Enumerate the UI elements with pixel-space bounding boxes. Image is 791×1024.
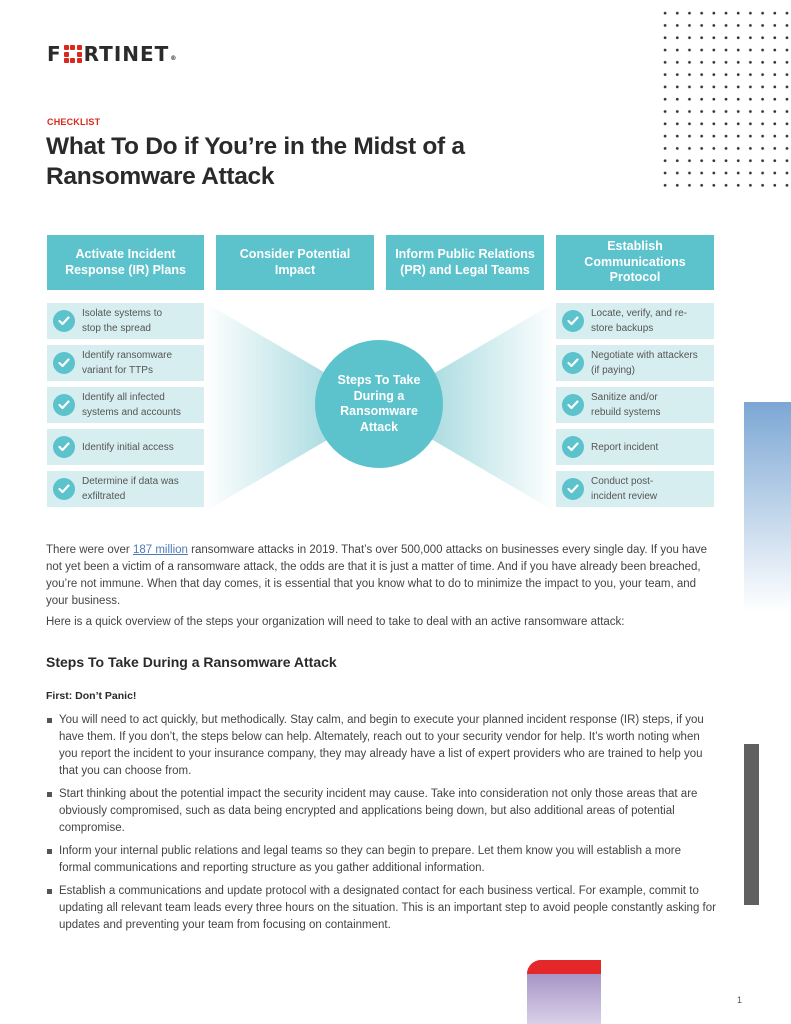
item-label: Negotiate with attackers (if paying) xyxy=(591,350,698,376)
intro-text-start: There were over xyxy=(46,544,133,556)
item-label: Identify ransomware variant for TTPs xyxy=(82,350,173,376)
page-number: 1 xyxy=(737,995,743,1005)
bullet-item: Inform your internal public relations and legal teams so they can begin to prepare. Let them know you will establish a more formal communications and reporting structure as you gather additional information. xyxy=(46,843,716,877)
check-circle-icon xyxy=(562,310,584,332)
logo-letter-f: F xyxy=(47,42,62,66)
check-circle-icon xyxy=(562,352,584,374)
steps-bullet-list xyxy=(46,712,716,940)
bullet-item: Establish a communications and update protocol with a designated contact for each business vertical. For example, commit to updating all relevant team leads every three hours on the situation. This is an important step to avoid people constantly asking for updates and preventing your team from focusing on containment. xyxy=(46,883,716,934)
item-label: Identify all infected systems and accounts xyxy=(82,392,181,418)
logo-grid-icon xyxy=(64,45,82,63)
item-label: Identify initial access xyxy=(82,441,174,453)
fortinet-logo xyxy=(47,44,177,64)
side-blue-gradient-bar xyxy=(744,402,791,612)
check-circle-icon xyxy=(53,394,75,416)
left-checklist-item xyxy=(47,303,204,339)
column-header-activate-ir: Activate Incident Response (IR) Plans xyxy=(47,235,204,290)
side-gray-bar xyxy=(744,744,759,905)
left-checklist-item xyxy=(47,429,204,465)
right-checklist-item xyxy=(556,387,714,423)
stat-link[interactable]: 187 million xyxy=(132,544,188,556)
eyebrow-label: CHECKLIST xyxy=(47,117,101,127)
left-checklist-item xyxy=(47,345,204,381)
column-header-consider-impact: Consider Potential Impact xyxy=(216,235,374,290)
right-checklist-item xyxy=(556,429,714,465)
footer-color-block xyxy=(527,960,601,1024)
footer-red-strip xyxy=(527,960,601,974)
left-checklist-item xyxy=(47,471,204,507)
intro-paragraph xyxy=(46,542,716,610)
right-checklist-item xyxy=(556,345,714,381)
check-circle-icon xyxy=(53,436,75,458)
item-label: Conduct post-incident review xyxy=(591,476,658,502)
check-circle-icon xyxy=(53,310,75,332)
registered-mark: ® xyxy=(170,55,178,62)
column-header-establish-comms: Establish Communications Protocol xyxy=(556,235,714,290)
bullet-item: Start thinking about the potential impact the security incident may cause. Take into consideration not only those areas that are obviously compromised, such as data being encrypted and applications being down, but also additional areas of potential compromise. xyxy=(46,786,716,837)
left-checklist-item xyxy=(47,387,204,423)
check-circle-icon xyxy=(562,394,584,416)
dot-pattern-decoration xyxy=(659,7,791,187)
subheading: First: Don’t Panic! xyxy=(46,690,137,702)
intro-text-end: ransomware attacks in 2019. That’s over 500,000 attacks on businesses every single day. If you have not yet been a victim of a ransomware attack, the odds are that it is just a matter of time. And if you have already been breached, you’re not immune. When that day comes, it is essential that you know what to do to minimize the impact to you, your team, and your business. xyxy=(46,544,707,607)
section-heading: Steps To Take During a Ransomware Attack xyxy=(46,654,337,670)
check-circle-icon xyxy=(562,478,584,500)
item-label: Determine if data was exfiltrated xyxy=(82,476,179,502)
right-checklist-item xyxy=(556,471,714,507)
item-label: Locate, verify, and re-store backups xyxy=(591,308,687,334)
item-label: Isolate systems to stop the spread xyxy=(82,308,163,334)
logo-letters: RTINET xyxy=(83,42,170,66)
item-label: Sanitize and/or rebuild systems xyxy=(591,392,661,418)
page-title: What To Do if You’re in the Midst of a Ransomware Attack xyxy=(46,133,465,190)
check-circle-icon xyxy=(562,436,584,458)
column-header-inform-pr-legal: Inform Public Relations (PR) and Legal Teams xyxy=(386,235,544,290)
right-checklist-item xyxy=(556,303,714,339)
bullet-item: You will need to act quickly, but methodically. Stay calm, and begin to execute your planned incident response (IR) steps, if you have them. If you don’t, the steps below can help. Altemately, reach out to your security vendor for help. It’s worth noting when you report the incident to your insurance company, they may already have a list of expert providers who are trained to help you that you can choose from. xyxy=(46,712,716,780)
overview-paragraph: Here is a quick overview of the steps your organization will need to take to deal with an active ransomware attack: xyxy=(46,616,625,628)
center-circle: Steps To Take During a Ransomware Attack xyxy=(315,340,443,468)
check-circle-icon xyxy=(53,478,75,500)
item-label: Report incident xyxy=(591,441,659,453)
check-circle-icon xyxy=(53,352,75,374)
